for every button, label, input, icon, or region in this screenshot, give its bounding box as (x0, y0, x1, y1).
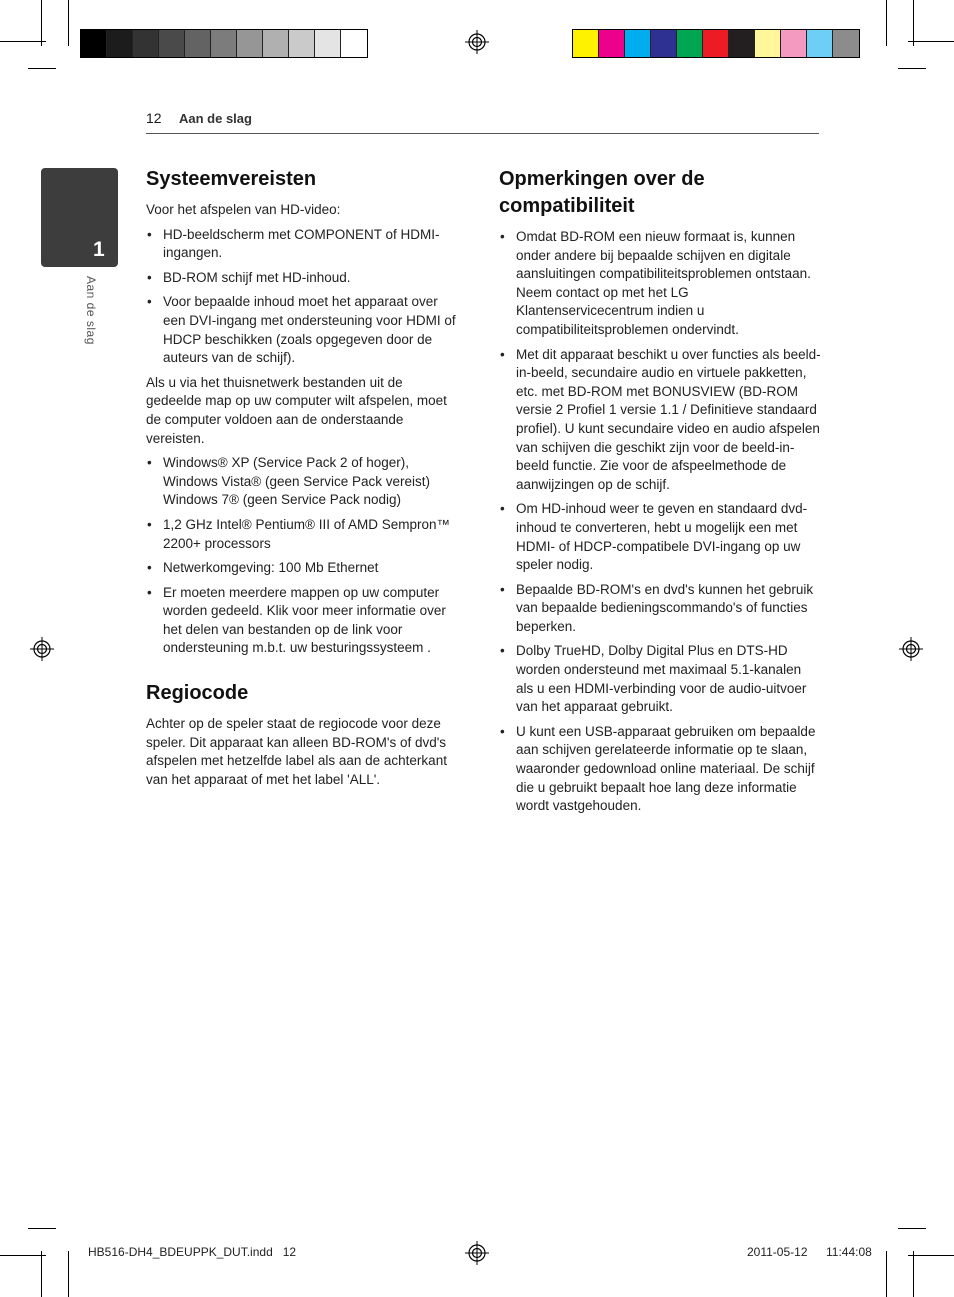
gray-swatch (185, 30, 211, 57)
sys-requirements-list (146, 226, 458, 368)
footer-date: 2011-05-12 (747, 1245, 808, 1259)
color-swatch (677, 30, 703, 57)
footer-file-name: HB516-DH4_BDEUPPK_DUT.indd 12 (88, 1245, 297, 1259)
sys-intro: Voor het afspelen van HD-video: (146, 202, 341, 217)
crop-mark (913, 0, 914, 46)
chapter-side-label: Aan de slag (84, 276, 98, 345)
list-item: • Met dit apparaat beschikt u over functies als beeld-in-beeld, secundaire audio en virtuele pakketten, etc. met BD-ROM met BONUSVIEW (BD-ROM versie 2 Profiel 1 versie 1.1 / Definitieve standaard profiel). U kunt secundaire video en audio afspelen van schijven die geschikt zijn voor de beeld-in-beeld functie. Zie voor de afspeelmethode de aanwijzingen op de schijf. (500, 346, 821, 492)
color-swatch (599, 30, 625, 57)
section-heading-regiocode: Regiocode (146, 682, 249, 705)
gray-swatch (159, 30, 185, 57)
gray-swatch (107, 30, 133, 57)
list-item: • Omdat BD-ROM een nieuw formaat is, kunnen onder andere bij bepaalde schijven en digitale aansluitingen compatibiliteitsproblemen ontstaan. Neem contact op met het LG Klantenservicecentrum indien u compatibiliteitsproblemen ondervindt. (500, 229, 811, 337)
crop-mark (68, 0, 69, 46)
color-swatch (755, 30, 781, 57)
page-number: 12 (146, 110, 162, 126)
chapter-number: 1 (93, 238, 105, 261)
chapter-tab (41, 168, 118, 267)
sys-network-intro: Als u via het thuisnetwerk bestanden uit de gedeelde map op uw computer wilt afspelen, moet de computer voldoen aan de onderstaande vereisten. (146, 374, 447, 446)
gray-swatch (341, 30, 367, 57)
list-item: • Voor bepaalde inhoud moet het apparaat over een DVI-ingang met ondersteuning voor HDMI of HDCP beschikken (zoals opgegeven door de auteurs van de schijf). (147, 294, 456, 366)
gray-swatch (237, 30, 263, 57)
list-item: • Er moeten meerdere mappen op uw computer worden gedeeld. Klik voor meer informatie over het delen van bestanden op de link voor ondersteuning m.b.t. uw besturingssysteem . (147, 584, 446, 656)
left-column (146, 166, 458, 795)
color-swatch (807, 30, 833, 57)
crop-mark (68, 1251, 69, 1297)
list-item: • Netwerkomgeving: 100 Mb Ethernet (147, 560, 379, 576)
list-item: • BD-ROM schijf met HD-inhoud. (147, 269, 351, 285)
registration-target-icon (30, 637, 54, 661)
list-item: • Dolby TrueHD, Dolby Digital Plus en DTS-HD worden ondersteund met maximaal 5.1-kanalen als u een HDMI-verbinding voor de audio-uitvoer van het apparaat gebruikt. (500, 643, 807, 715)
crop-mark (898, 68, 926, 69)
gray-swatch (315, 30, 341, 57)
registration-target-icon (899, 637, 923, 661)
network-requirements-list (146, 454, 458, 658)
gray-swatch (263, 30, 289, 57)
color-swatch (833, 30, 859, 57)
list-item: • HD-beeldscherm met COMPONENT of HDMI-ingangen. (147, 226, 440, 261)
crop-mark (913, 1251, 914, 1297)
list-item: • U kunt een USB-apparaat gebruiken om bepaalde aan schijven gerelateerde informatie op te slaan, waaronder gedownload online materiaal. De schijf die u gebruikt bepaalt hoe lang deze informatie wordt vastgehouden. (500, 723, 816, 814)
section-heading-systeemvereisten: Systeemvereisten (146, 168, 317, 190)
crop-mark (0, 41, 46, 42)
crop-mark (908, 1255, 954, 1256)
gray-swatch (211, 30, 237, 57)
crop-mark (886, 0, 887, 46)
crop-mark (898, 1228, 926, 1229)
crop-mark (886, 1251, 887, 1297)
right-column (499, 166, 821, 822)
gray-swatch (81, 30, 107, 57)
crop-mark (28, 68, 56, 69)
crop-mark (41, 0, 42, 46)
color-swatch (703, 30, 729, 57)
list-item: • 1,2 GHz Intel® Pentium® III of AMD Sempron™ 2200+ processors (147, 516, 451, 551)
region-text: Achter op de speler staat de regiocode voor deze speler. Dit apparaat kan alleen BD-ROM's of dvd's afspelen met hetzelfde label als aan de achterkant van het apparaat of met het label 'ALL'. (146, 716, 447, 787)
crop-mark (0, 1255, 46, 1256)
list-item: • Om HD-inhoud weer te geven en standaard dvd-inhoud te converteren, hebt u mogelijk een met HDMI- of HDCP-compatibele DVI-ingang op uw speler nodig. (500, 501, 808, 573)
gray-swatch (133, 30, 159, 57)
color-swatch (651, 30, 677, 57)
color-swatch (625, 30, 651, 57)
compatibility-list (499, 228, 821, 816)
color-swatch (781, 30, 807, 57)
registration-target-icon (465, 1241, 489, 1265)
header-rule (146, 133, 819, 134)
registration-target-icon (465, 30, 489, 54)
section-heading-compatibiliteit: Opmerkingen over de compatibiliteit (499, 168, 705, 217)
running-title: Aan de slag (179, 111, 252, 126)
list-item: • Windows® XP (Service Pack 2 of hoger), Windows Vista® (geen Service Pack vereist) Windows 7® (geen Service Pack nodig) (147, 455, 431, 508)
crop-mark (28, 1228, 56, 1229)
list-item: • Bepaalde BD-ROM's en dvd's kunnen het gebruik van bepaalde bedieningscommando's of functies beperken. (500, 581, 814, 634)
gray-swatch (289, 30, 315, 57)
grayscale-color-bar (80, 29, 368, 58)
color-swatch (573, 30, 599, 57)
crop-mark (41, 1251, 42, 1297)
footer-time: 11:44:08 (826, 1245, 872, 1259)
process-color-bar (572, 29, 860, 58)
crop-mark (908, 41, 954, 42)
color-swatch (729, 30, 755, 57)
